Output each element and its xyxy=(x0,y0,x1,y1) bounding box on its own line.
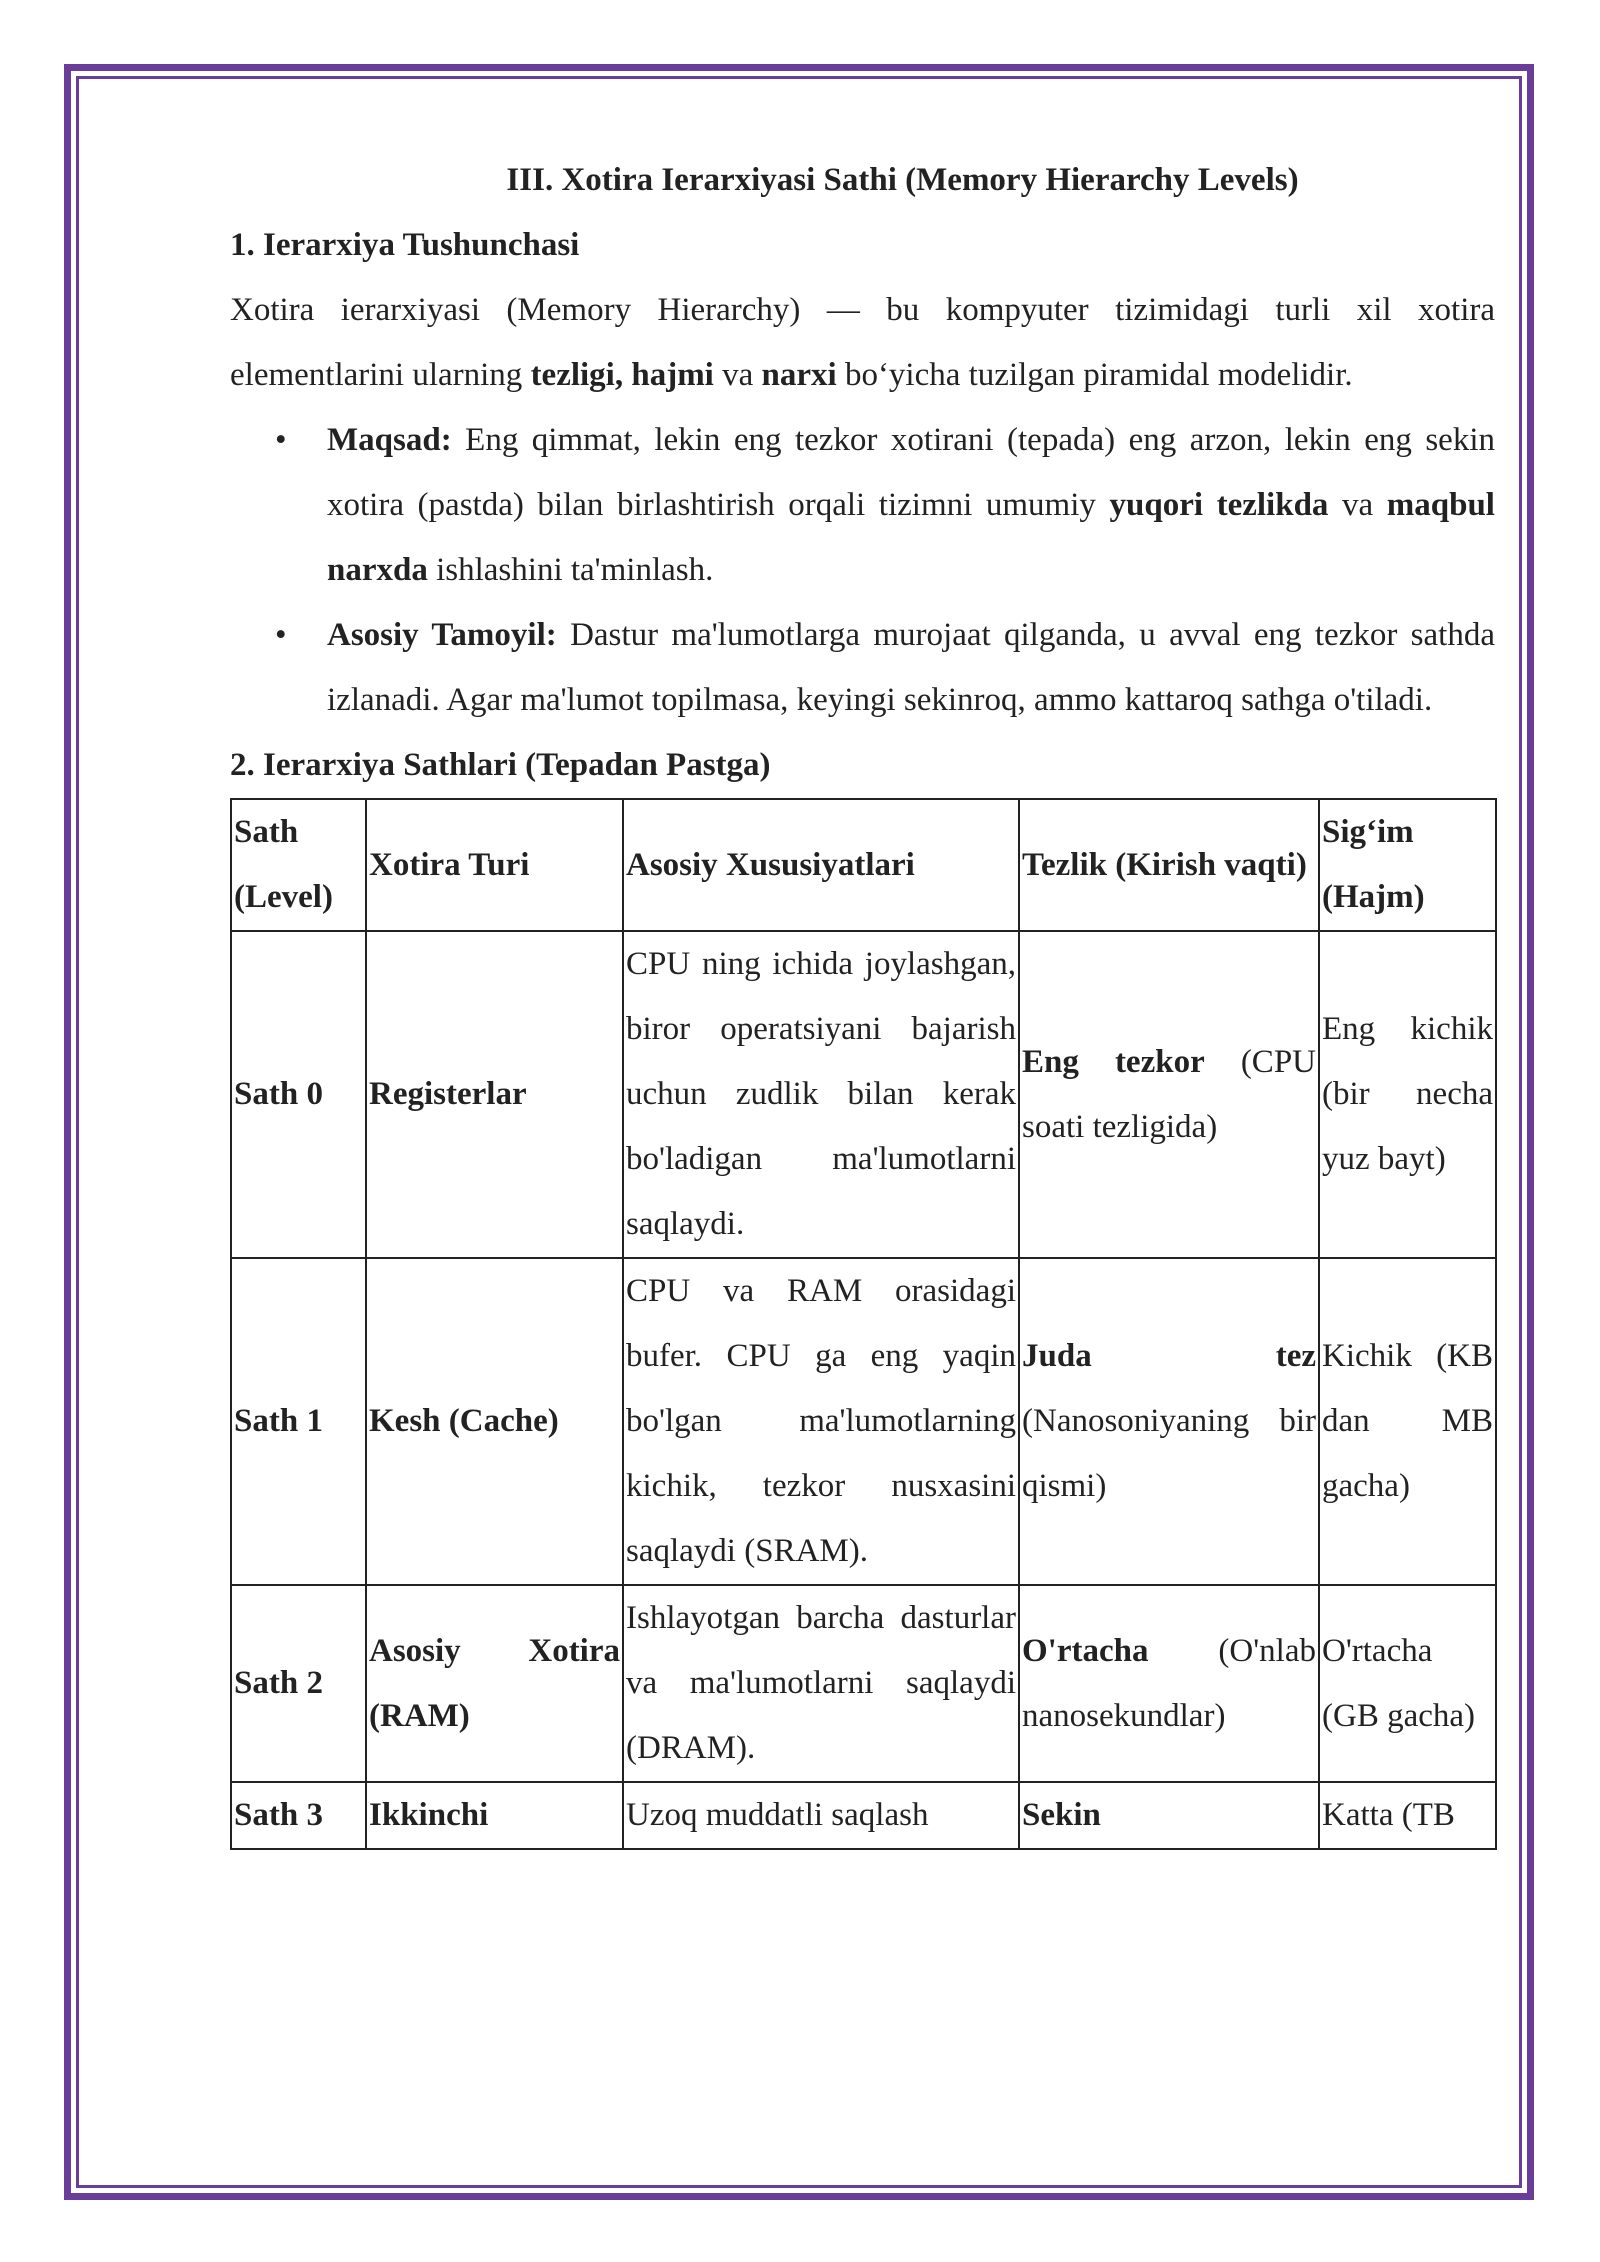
table-header-row xyxy=(231,799,1496,931)
capacity-cell: Kichik (KB dan MB gacha) xyxy=(1319,1258,1496,1585)
type-cell: Ikkinchi xyxy=(366,1782,623,1849)
bullet-bold: yuqori tezlikda xyxy=(1109,487,1329,523)
bullet-list xyxy=(230,408,1495,733)
table-row xyxy=(231,1258,1496,1585)
speed-text: (CPU soati tezligida) xyxy=(1022,1043,1316,1145)
speed-cell xyxy=(1019,931,1319,1258)
speed-bold: Sekin xyxy=(1022,1797,1101,1833)
para-bold: tezligi, hajmi xyxy=(530,357,714,393)
para-text: Xotira ierarxiyasi (Memory Hierarchy) — bu kompyuter tizimidagi turli xil xotira elementlarini ularning xyxy=(230,292,1495,393)
bullet-label: Maqsad: xyxy=(327,422,452,458)
level-cell: Sath 1 xyxy=(231,1258,366,1585)
bullet-text: Dastur ma'lumotlarga murojaat qilganda, u avval eng tezkor sathda izlanadi. Agar ma'lumot topilmasa, keyingi sekinroq, ammo kattaroq sathga o'tiladi. xyxy=(327,617,1495,718)
section-heading-levels: 2. Ierarxiya Sathlari (Tepadan Pastga) xyxy=(230,747,771,783)
column-header: Sath (Level) xyxy=(231,799,366,931)
bullet-icon: • xyxy=(275,422,287,458)
features-cell: Uzoq muddatli saqlash xyxy=(623,1782,1019,1849)
list-item xyxy=(275,603,1495,733)
features-cell: CPU ning ichida joylashgan, biror operatsiyani bajarish uchun zudlik bilan kerak bo'ladigan ma'lumotlarni saqlaydi. xyxy=(623,931,1019,1258)
speed-text: (O'nlab nanosekundlar) xyxy=(1022,1632,1316,1734)
level-cell: Sath 0 xyxy=(231,931,366,1258)
type-cell: Kesh (Cache) xyxy=(366,1258,623,1585)
column-header: Sig‘im (Hajm) xyxy=(1319,799,1496,931)
features-cell: Ishlayotgan barcha dasturlar va ma'lumotlarni saqlaydi (DRAM). xyxy=(623,1585,1019,1782)
page-title: III. Xotira Ierarxiyasi Sathi (Memory Hierarchy Levels) xyxy=(506,162,1299,198)
capacity-cell: Eng kichik (bir necha yuz bayt) xyxy=(1319,931,1496,1258)
speed-bold: Eng tezkor xyxy=(1022,1043,1205,1080)
speed-cell xyxy=(1019,1258,1319,1585)
hierarchy-table xyxy=(230,798,1497,1850)
bullet-text: Eng qimmat, lekin eng tezkor xotirani (tepada) eng arzon, lekin eng sekin xotira (pastda) bilan birlashtirish orqali tizimni umumiy xyxy=(327,422,1495,523)
para-text: va xyxy=(713,357,762,393)
para-bold: narxi xyxy=(761,357,837,393)
speed-bold: O'rtacha xyxy=(1022,1632,1149,1669)
table-row xyxy=(231,1585,1496,1782)
capacity-cell: Katta (TB xyxy=(1319,1782,1496,1849)
speed-bold: Juda tez xyxy=(1022,1338,1316,1374)
bullet-text: ishlashini ta'minlash. xyxy=(427,552,714,588)
section-heading-concept: 1. Ierarxiya Tushunchasi xyxy=(230,227,580,263)
bullet-icon: • xyxy=(275,617,287,653)
bullet-bold: maqbul narxda xyxy=(327,487,1495,588)
speed-cell xyxy=(1019,1585,1319,1782)
column-header: Asosiy Xususiyatlari xyxy=(623,799,1019,931)
document-body xyxy=(230,148,1495,1850)
features-cell: CPU va RAM orasidagi bufer. CPU ga eng yaqin bo'lgan ma'lumotlarning kichik, tezkor nusxasini saqlaydi (SRAM). xyxy=(623,1258,1019,1585)
bullet-label: Asosiy Tamoyil: xyxy=(327,617,557,653)
type-cell: Asosiy Xotira (RAM) xyxy=(366,1585,623,1782)
concept-paragraph xyxy=(230,278,1495,408)
column-header: Xotira Turi xyxy=(366,799,623,931)
table-row xyxy=(231,1782,1496,1849)
type-cell: Registerlar xyxy=(366,931,623,1258)
speed-text: (Nanosoniyaning bir qismi) xyxy=(1022,1403,1316,1504)
table-row xyxy=(231,931,1496,1258)
speed-cell xyxy=(1019,1782,1319,1849)
list-item xyxy=(275,408,1495,603)
level-cell: Sath 2 xyxy=(231,1585,366,1782)
capacity-cell: O'rtacha (GB gacha) xyxy=(1319,1585,1496,1782)
level-cell: Sath 3 xyxy=(231,1782,366,1849)
column-header: Tezlik (Kirish vaqti) xyxy=(1019,799,1319,931)
para-text: bo‘yicha tuzilgan piramidal modelidir. xyxy=(836,357,1353,393)
bullet-text: va xyxy=(1328,487,1387,523)
